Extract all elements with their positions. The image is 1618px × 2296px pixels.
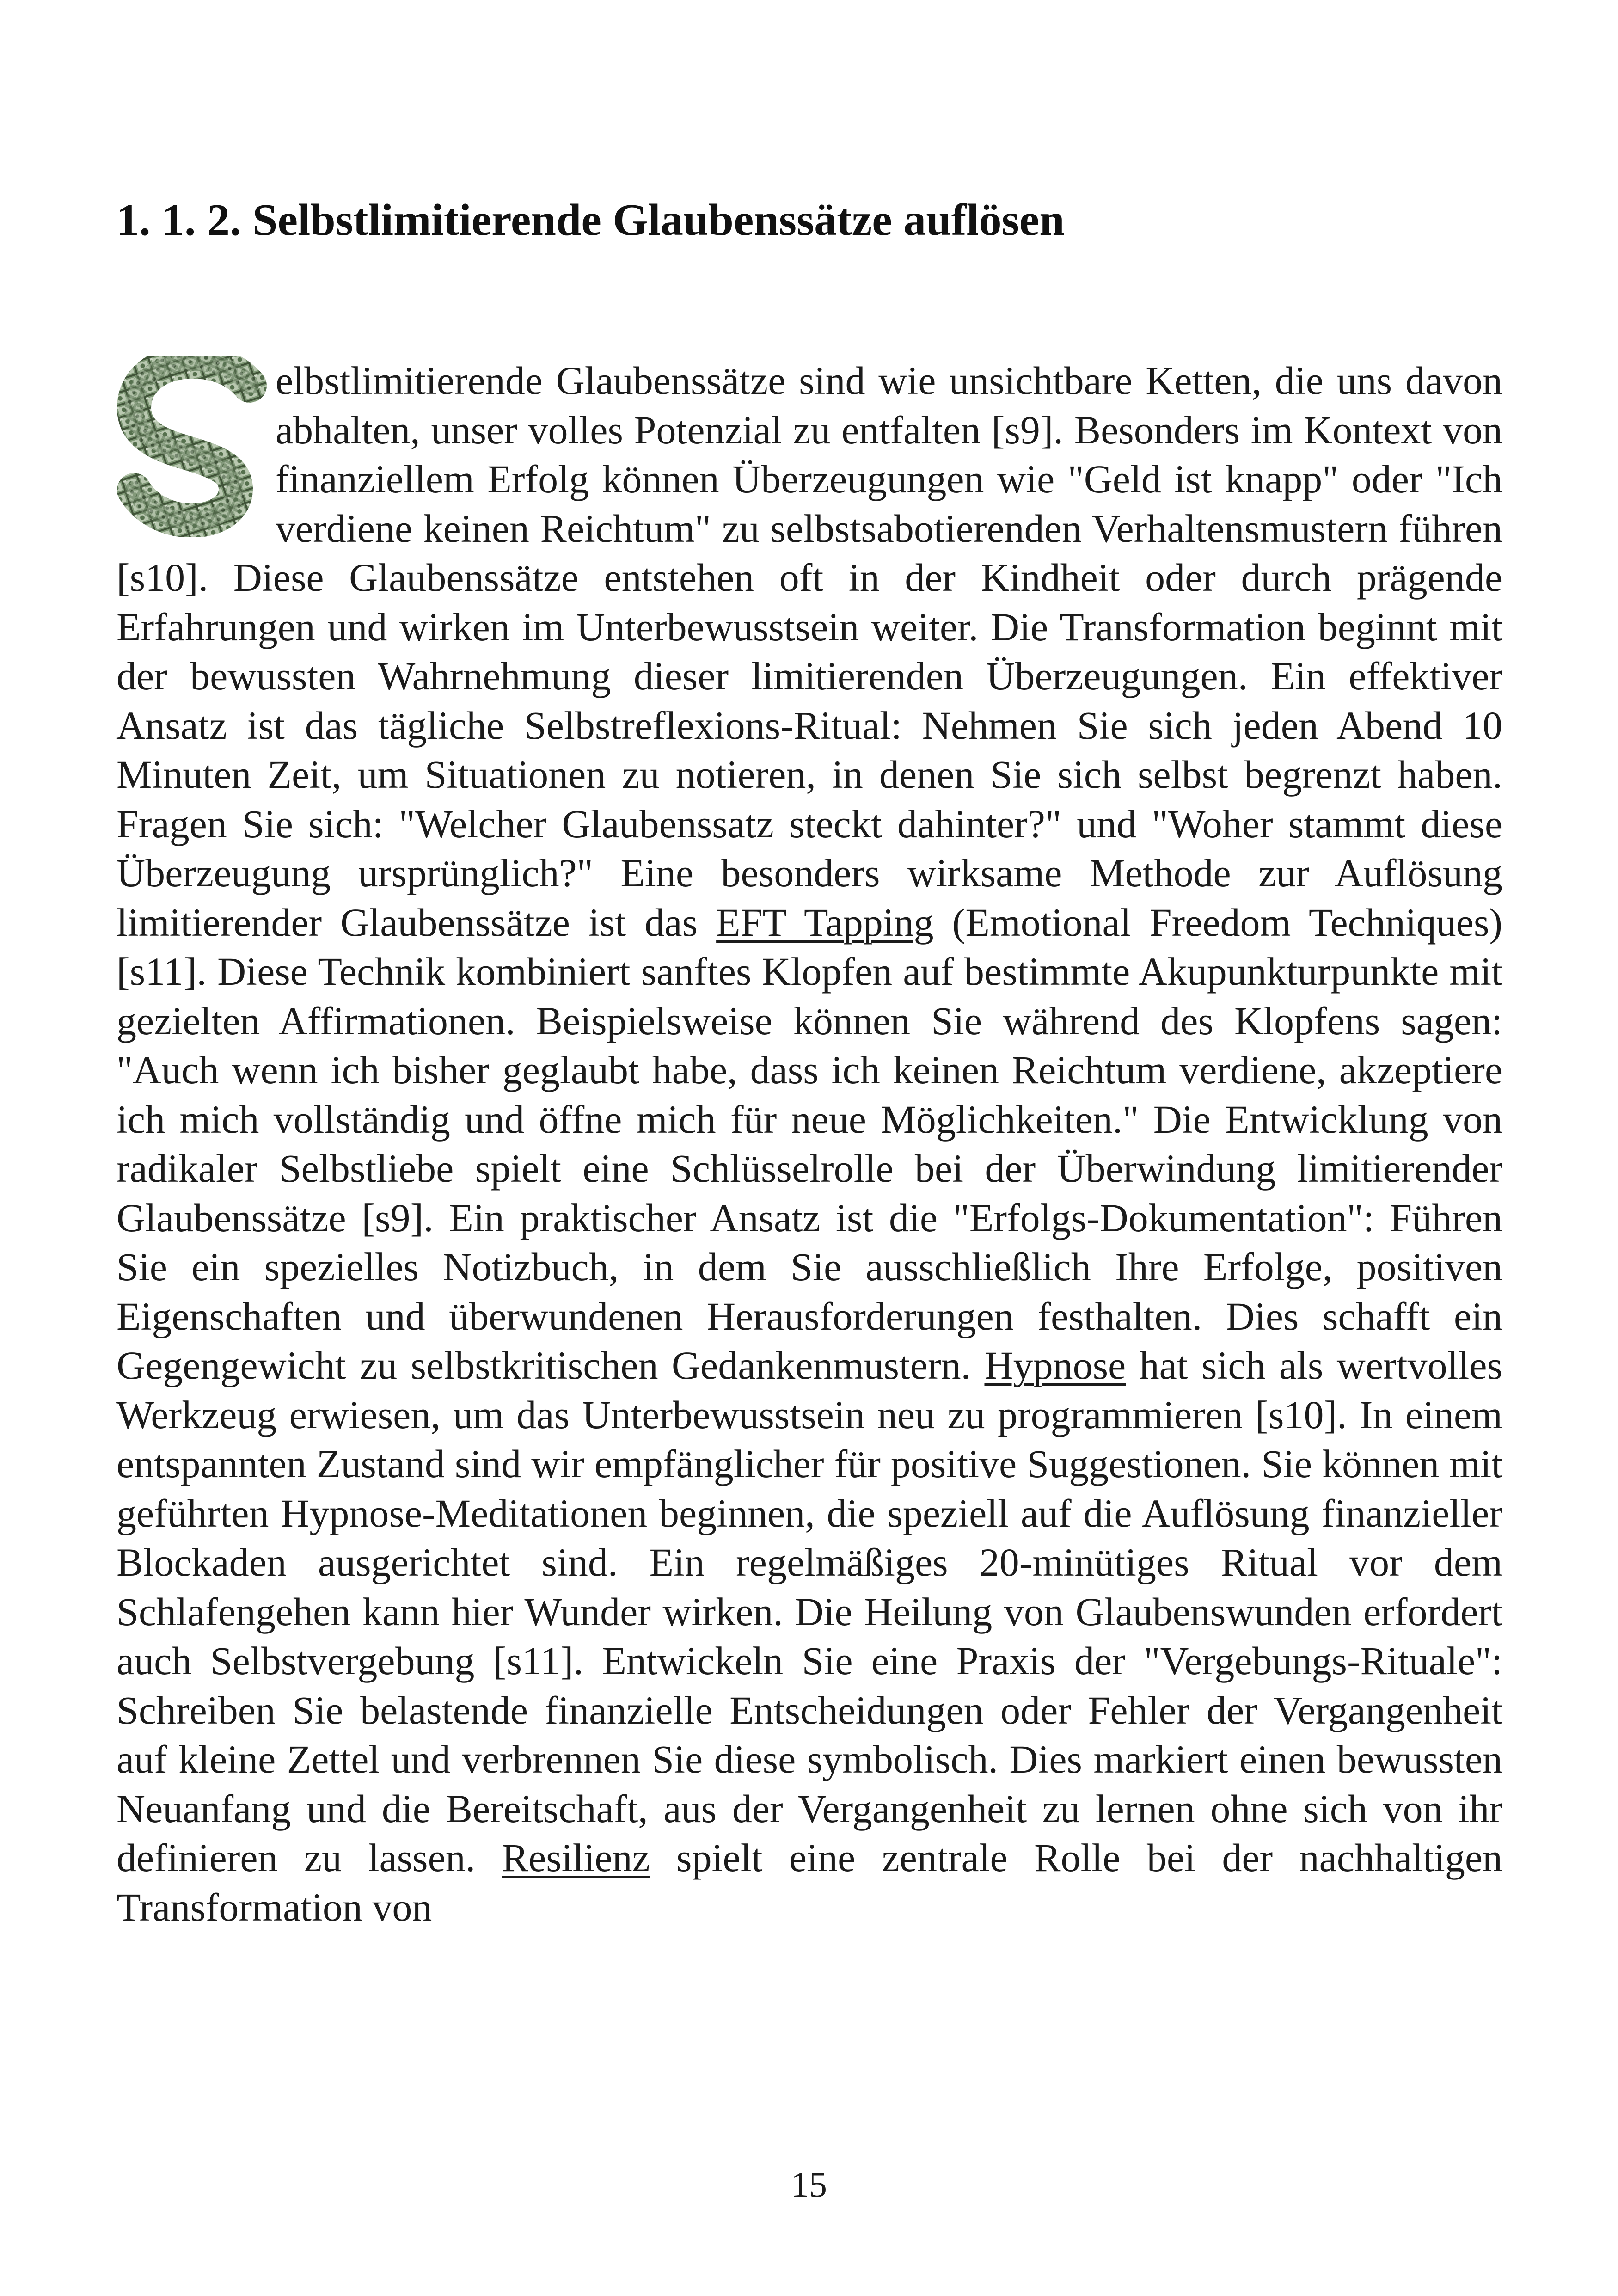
link-hypnose[interactable]: Hypnose [984, 1343, 1126, 1387]
money-letter-s-icon [115, 356, 271, 537]
body-paragraph [116, 356, 1502, 1932]
link-resilienz[interactable]: Resilienz [502, 1836, 650, 1880]
body-text-part-3: hat sich als wertvolles Werkzeug erwiesen, um das Unterbewusstsein neu zu programmieren [s10]. In einem entspannten Zustand sind wir empfänglicher für positive Suggestionen. Sie können mit geführten Hypnose-Meditationen beginnen, die speziell auf die Auflösung finanzieller Blockaden ausgerichtet sind. Ein regelmäßiges 20-minütiges Ritual vor dem Schlafengehen kann hier Wunder wirken. Die Heilung von Glaubenswunden erfordert auch Selbstvergebung [s11]. Entwickeln Sie eine Praxis der "Vergebungs-Rituale": Schreiben Sie belastende finanzielle Entscheidungen oder Fehler der Vergangenheit auf kleine Zettel und verbrennen Sie diese symbolisch. Dies markiert einen bewussten Neuanfang und die Bereitschaft, aus der Vergangenheit zu lernen ohne sich von ihr definieren zu lassen. [116, 1343, 1502, 1880]
body-text-part-4: spielt eine zentrale Rolle bei der nachhaltigen Transformation von [116, 1836, 1502, 1929]
link-eft-tapping[interactable]: EFT Tapping [716, 900, 934, 945]
body-text-part-2: (Emotional Freedom Techniques) [s11]. Diese Technik kombiniert sanftes Klopfen auf bestimmte Akupunkturpunkte mit gezielten Affirmationen. Beispielsweise können Sie während des Klopfens sagen: "Auch wenn ich bisher geglaubt habe, dass ich keinen Reichtum verdiene, akzeptiere ich mich vollständig und öffne mich für neue Möglichkeiten." Die Entwicklung von radikaler Selbstliebe spielt eine Schlüsselrolle bei der Überwindung limitierender Glaubenssätze [s9]. Ein praktischer Ansatz ist die "Erfolgs-Dokumentation": Führen Sie ein spezielles Notizbuch, in dem Sie ausschließlich Ihre Erfolge, positiven Eigenschaften und überwundenen Herausforderungen festhalten. Dies schafft ein Gegengewicht zu selbstkritischen Gedankenmustern. [116, 900, 1503, 1387]
page-number: 15 [791, 2164, 827, 2204]
section-heading: 1. 1. 2. Selbstlimitierende Glaubenssätze auflösen [116, 195, 1065, 245]
body-text-part-1: elbstlimitierende Glaubenssätze sind wie unsichtbare Ketten, die uns davon abhalten, unser volles Potenzial zu entfalten [s9]. Besonders im Kontext von finanziellem Erfolg können Überzeugungen wie "Geld ist knapp" oder "Ich verdiene keinen Reichtum" zu selbstsabotierenden Verhaltensmustern führen [s10]. Diese Glaubenssätze entstehen oft in der Kindheit oder durch prägende Erfahrungen und wirken im Unterbewusstsein weiter. Die Transformation beginnt mit der bewussten Wahrnehmung dieser limitierenden Überzeugungen. Ein effektiver Ansatz ist das tägliche Selbstreflexions-Ritual: Nehmen Sie sich jeden Abend 10 Minuten Zeit, um Situationen zu notieren, in denen Sie sich selbst begrenzt haben. Fragen Sie sich: "Welcher Glaubenssatz steckt dahinter?" und "Woher stammt diese Überzeugung ursprünglich?" Eine besonders wirksame Methode zur Auflösung limitierender Glaubenssätze ist das [116, 358, 1502, 945]
